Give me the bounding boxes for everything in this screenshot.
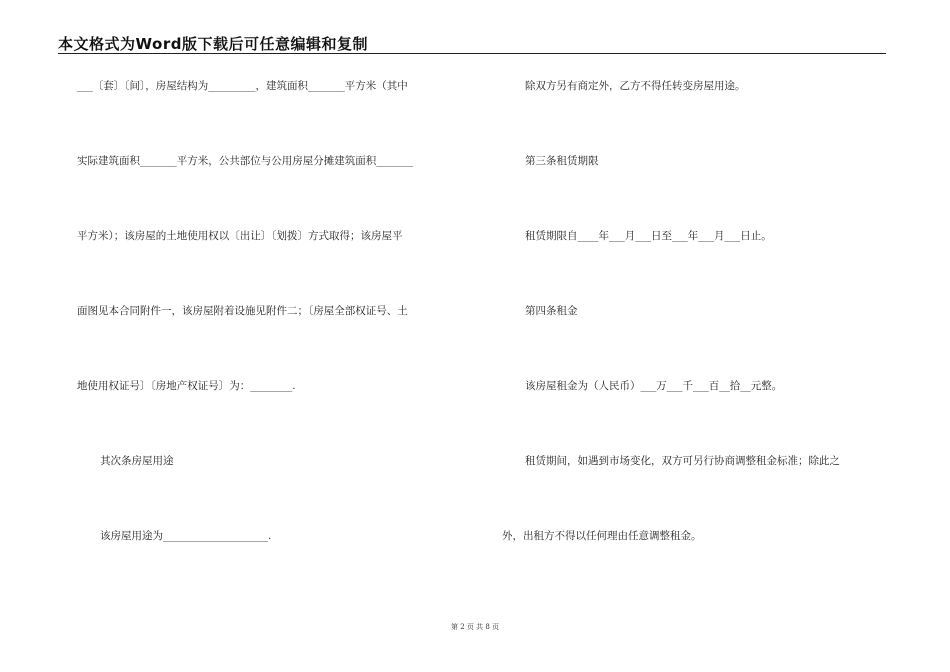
left-line-7: 该房屋用途为____________________.: [100, 530, 272, 542]
page-number-footer: 第 2 页 共 8 页: [450, 623, 500, 631]
section-heading-purpose: 其次条房屋用途: [100, 455, 174, 467]
right-line-3: 租赁期限自____年___月___日至___年___月___日止。: [525, 230, 772, 242]
right-line-1: 除双方另有商定外，乙方不得任转变房屋用途。: [525, 80, 746, 92]
right-line-7: 外，出租方不得以任何理由任意调整租金。: [502, 530, 702, 542]
left-line-3: 平方米）；该房屋的土地使用权以〔出让〕〔划拨〕方式取得；该房屋平: [77, 230, 403, 242]
left-line-2: 实际建筑面积_______平方米，公共部位与公用房屋分摊建筑面积_______: [77, 155, 413, 167]
section-heading-rent: 第四条租金: [525, 305, 578, 317]
left-line-1: ___〔套〕〔间〕，房屋结构为_________，建筑面积_______平方米（其中: [77, 80, 408, 92]
left-line-4: 面图见本合同附件一，该房屋附着设施见附件二；〔房屋全部权证号、土: [77, 305, 408, 317]
header-divider: [58, 53, 886, 54]
right-line-5: 该房屋租金为（人民币）___万___千___百__拾__元整。: [525, 380, 783, 392]
left-line-5: 地使用权证号〕〔房地产权证号〕为：________.: [77, 380, 296, 392]
section-heading-lease-term: 第三条租赁期限: [525, 155, 599, 167]
right-line-6: 租赁期间，如遇到市场变化，双方可另行协商调整租金标准；除此之: [525, 455, 840, 467]
document-header-title: 本文格式为Word版下载后可任意编辑和复制: [58, 35, 368, 53]
